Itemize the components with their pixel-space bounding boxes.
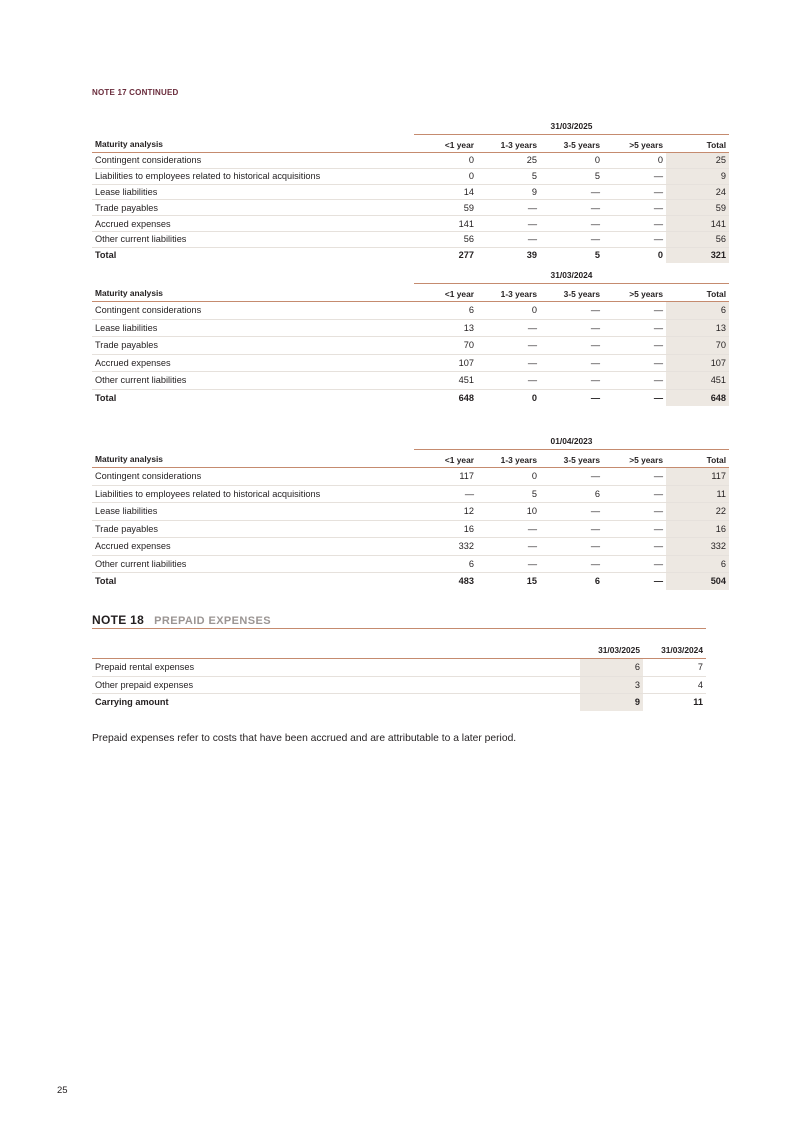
table-row [92,354,729,372]
row-label: Accrued expenses [92,354,414,372]
row-label: Other current liabilities [92,231,414,247]
column-header-label: Maturity analysis [92,135,414,153]
row-label: Prepaid rental expenses [92,659,580,677]
cell-value: 70 [666,337,729,355]
cell-value: — [540,319,603,337]
cell-value: 321 [666,247,729,262]
column-header: 3-5 years [540,450,603,468]
column-header: <1 year [414,450,477,468]
column-header: >5 years [603,450,666,468]
cell-value: 141 [414,216,477,232]
cell-value: — [603,555,666,573]
cell-value: 0 [477,302,540,320]
cell-value: 141 [666,216,729,232]
cell-value: 648 [414,389,477,406]
cell-value: 6 [666,302,729,320]
cell-value: 504 [666,573,729,590]
cell-value: — [414,485,477,503]
total-row [92,389,729,406]
table-row [92,555,729,573]
cell-value: 16 [666,520,729,538]
page-number: 25 [57,1085,68,1096]
cell-value: — [603,468,666,486]
cell-value: 0 [477,389,540,406]
table-row [92,302,729,320]
cell-value: 16 [414,520,477,538]
cell-value: 5 [477,485,540,503]
cell-value: 5 [540,168,603,184]
cell-value: — [477,231,540,247]
cell-value: — [603,389,666,406]
cell-value: 0 [414,168,477,184]
row-label: Trade payables [92,200,414,216]
cell-value: — [540,555,603,573]
cell-value: 0 [477,468,540,486]
cell-value: 117 [666,468,729,486]
row-label: Other current liabilities [92,372,414,390]
table-row [92,372,729,390]
cell-value: 6 [540,573,603,590]
cell-value: — [603,216,666,232]
row-label: Trade payables [92,337,414,355]
cell-value: — [603,538,666,556]
cell-value: — [603,573,666,590]
row-label: Contingent considerations [92,153,414,169]
cell-value: — [603,372,666,390]
cell-value: 332 [666,538,729,556]
cell-value: 5 [540,247,603,262]
table-row [92,184,729,200]
cell-value: — [540,538,603,556]
row-label: Other prepaid expenses [92,676,580,694]
cell-value: — [540,389,603,406]
column-header: 3-5 years [540,135,603,153]
table-row [92,200,729,216]
table-row [92,485,729,503]
column-header-total: Total [666,450,729,468]
cell-value: — [540,503,603,521]
table-row [92,503,729,521]
row-label: Trade payables [92,520,414,538]
cell-value: — [603,231,666,247]
period-label: 01/04/2023 [414,426,729,450]
cell-value: — [540,302,603,320]
maturity-table-2024 [92,260,729,406]
cell-value: 5 [477,168,540,184]
table-row [92,538,729,556]
cell-value: 25 [666,153,729,169]
cell-value: — [477,520,540,538]
cell-value: — [477,337,540,355]
row-label: Other current liabilities [92,555,414,573]
cell-value: — [477,354,540,372]
cell-value: 4 [643,676,706,694]
cell-value: 3 [580,676,643,694]
cell-value: — [603,302,666,320]
cell-value: — [540,520,603,538]
cell-value: 11 [666,485,729,503]
cell-value: 59 [414,200,477,216]
column-header: 31/03/2025 [580,639,643,659]
row-label: Lease liabilities [92,184,414,200]
table-row [92,319,729,337]
cell-value: — [603,354,666,372]
total-label: Total [92,247,414,262]
row-label: Lease liabilities [92,503,414,521]
cell-value: — [477,555,540,573]
cell-value: 648 [666,389,729,406]
period-label: 31/03/2024 [414,260,729,284]
cell-value: 56 [414,231,477,247]
cell-value: 13 [414,319,477,337]
cell-value: 15 [477,573,540,590]
cell-value: — [603,319,666,337]
column-header: >5 years [603,284,666,302]
cell-value: 332 [414,538,477,556]
cell-value: 6 [414,302,477,320]
cell-value: — [603,503,666,521]
total-label: Total [92,389,414,406]
cell-value: — [477,200,540,216]
cell-value: 6 [580,659,643,677]
cell-value: 13 [666,319,729,337]
cell-value: 12 [414,503,477,521]
table-row [92,168,729,184]
row-label: Liabilities to employees related to historical acquisitions [92,168,414,184]
cell-value: — [540,184,603,200]
cell-value: 56 [666,231,729,247]
prepaid-expenses-table [92,639,706,711]
cell-value: — [477,319,540,337]
table-row [92,337,729,355]
cell-value: 117 [414,468,477,486]
cell-value: 6 [540,485,603,503]
cell-value: — [477,538,540,556]
cell-value: 6 [666,555,729,573]
column-header-total: Total [666,135,729,153]
table-row [92,520,729,538]
cell-value: 7 [643,659,706,677]
period-label: 31/03/2025 [414,111,729,135]
cell-value: 107 [666,354,729,372]
cell-value: 0 [540,153,603,169]
column-header: 31/03/2024 [643,639,706,659]
cell-value: 10 [477,503,540,521]
prepaid-expenses-footnote: Prepaid expenses refer to costs that have been accrued and are attributable to a later period. [92,733,517,744]
column-header-label: Maturity analysis [92,284,414,302]
cell-value: — [603,337,666,355]
note-18-heading [92,611,706,629]
cell-value: 107 [414,354,477,372]
cell-value: 6 [414,555,477,573]
cell-value: 70 [414,337,477,355]
cell-value: 14 [414,184,477,200]
column-header-label: Maturity analysis [92,450,414,468]
total-label: Carrying amount [92,694,580,711]
cell-value: 25 [477,153,540,169]
cell-value: 0 [414,153,477,169]
row-label: Lease liabilities [92,319,414,337]
cell-value: — [603,168,666,184]
cell-value: 24 [666,184,729,200]
table-row [92,468,729,486]
table-row [92,216,729,232]
note-18-title: PREPAID EXPENSES [154,615,271,627]
total-row [92,694,706,711]
cell-value: 0 [603,153,666,169]
note-18-number: NOTE 18 [92,613,145,627]
table-row [92,153,729,169]
total-label: Total [92,573,414,590]
column-header: 3-5 years [540,284,603,302]
column-header: 1-3 years [477,135,540,153]
column-header-total: Total [666,284,729,302]
total-row [92,573,729,590]
row-label: Contingent considerations [92,302,414,320]
cell-value: 277 [414,247,477,262]
column-header: 1-3 years [477,450,540,468]
cell-value: — [603,184,666,200]
column-header: <1 year [414,284,477,302]
cell-value: 9 [580,694,643,711]
cell-value: 39 [477,247,540,262]
cell-value: — [477,216,540,232]
cell-value: 22 [666,503,729,521]
table-row [92,676,706,694]
cell-value: 9 [666,168,729,184]
cell-value: — [477,372,540,390]
cell-value: — [540,216,603,232]
row-label: Accrued expenses [92,216,414,232]
cell-value: 483 [414,573,477,590]
column-header: >5 years [603,135,666,153]
cell-value: — [540,354,603,372]
row-label: Liabilities to employees related to historical acquisitions [92,485,414,503]
maturity-table-2023 [92,426,729,590]
cell-value: 9 [477,184,540,200]
column-header: <1 year [414,135,477,153]
cell-value: 451 [666,372,729,390]
cell-value: — [540,200,603,216]
cell-value: — [603,485,666,503]
cell-value: — [603,200,666,216]
column-header: 1-3 years [477,284,540,302]
cell-value: — [603,520,666,538]
cell-value: — [540,468,603,486]
note-continued-heading: NOTE 17 CONTINUED [92,88,179,97]
cell-value: 451 [414,372,477,390]
cell-value: 0 [603,247,666,262]
maturity-table-2025 [92,111,729,263]
table-row [92,659,706,677]
cell-value: 59 [666,200,729,216]
cell-value: — [540,372,603,390]
cell-value: 11 [643,694,706,711]
cell-value: — [540,337,603,355]
table-row [92,231,729,247]
cell-value: — [540,231,603,247]
row-label: Accrued expenses [92,538,414,556]
row-label: Contingent considerations [92,468,414,486]
